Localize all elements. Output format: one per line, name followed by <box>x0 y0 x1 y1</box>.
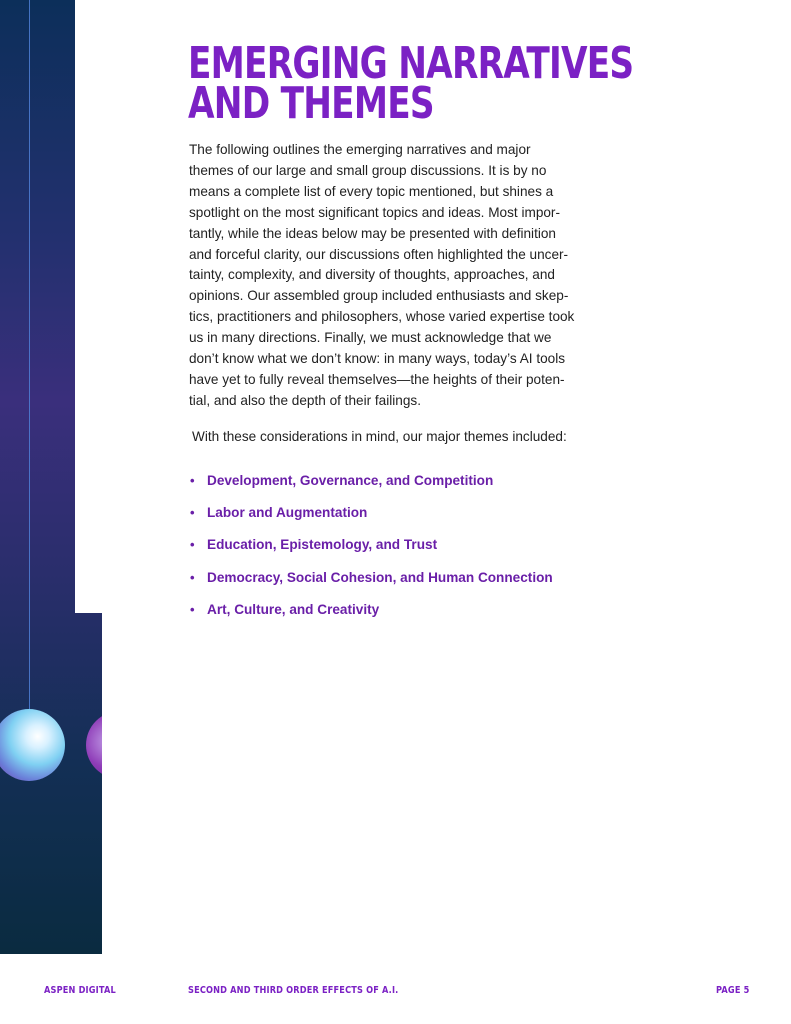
title-line-2: AND THEMES <box>188 78 434 129</box>
decorative-line <box>29 0 30 712</box>
theme-item <box>190 529 553 561</box>
intro-line: opinions. Our assembled group included enthusiasts and skep- <box>189 288 569 304</box>
intro-line: means a complete list of every topic mentioned, but shines a <box>189 183 554 199</box>
intro-line: tainty, complexity, and diversity of thoughts, approaches, and <box>189 267 555 283</box>
themes-lead-text: With these considerations in mind, our major themes included: <box>192 429 567 444</box>
theme-label: Education, Epistemology, and Trust <box>207 537 438 553</box>
intro-line: have yet to fully reveal themselves—the heights of their poten- <box>189 371 565 387</box>
page-title <box>188 38 634 129</box>
orb-mask <box>102 700 182 790</box>
intro-line: tantly, while the ideas below may be presented with definition <box>189 225 556 241</box>
title-line-1: EMERGING NARRATIVES <box>188 38 634 89</box>
theme-label: Art, Culture, and Creativity <box>207 602 380 618</box>
intro-line: us in many directions. Finally, we must acknowledge that we <box>189 330 552 346</box>
bullet-icon: • <box>190 505 195 521</box>
footer-report-title: SECOND AND THIRD ORDER EFFECTS OF A.I. <box>188 985 399 996</box>
bullet-icon: • <box>190 472 195 488</box>
intro-line: don’t know what we don’t know: in many ways, today’s AI tools <box>189 351 566 367</box>
theme-item <box>190 594 553 626</box>
theme-label: Labor and Augmentation <box>207 505 368 521</box>
intro-line: and forceful clarity, our discussions often highlighted the uncer- <box>189 246 569 262</box>
intro-line: tics, practitioners and philosophers, whose varied expertise took <box>189 309 575 325</box>
theme-item <box>190 496 553 528</box>
theme-item <box>190 561 553 593</box>
band-notch <box>75 0 102 613</box>
bullet-icon: • <box>190 569 195 585</box>
bullet-icon: • <box>190 602 195 618</box>
theme-item <box>190 464 553 496</box>
footer-page-number: PAGE 5 <box>716 985 750 996</box>
intro-line: themes of our large and small group discussions. It is by no <box>189 162 547 178</box>
footer-org: ASPEN DIGITAL <box>44 985 116 996</box>
intro-line: spotlight on the most significant topics and ideas. Most impor- <box>189 204 560 220</box>
theme-label: Democracy, Social Cohesion, and Human Connection <box>207 569 553 585</box>
themes-list <box>190 464 553 626</box>
intro-line: tial, and also the depth of their failings. <box>189 392 421 408</box>
intro-paragraph <box>189 140 599 412</box>
bullet-icon: • <box>190 537 195 553</box>
intro-line: The following outlines the emerging narratives and major <box>189 142 531 157</box>
theme-label: Development, Governance, and Competition <box>207 472 494 488</box>
